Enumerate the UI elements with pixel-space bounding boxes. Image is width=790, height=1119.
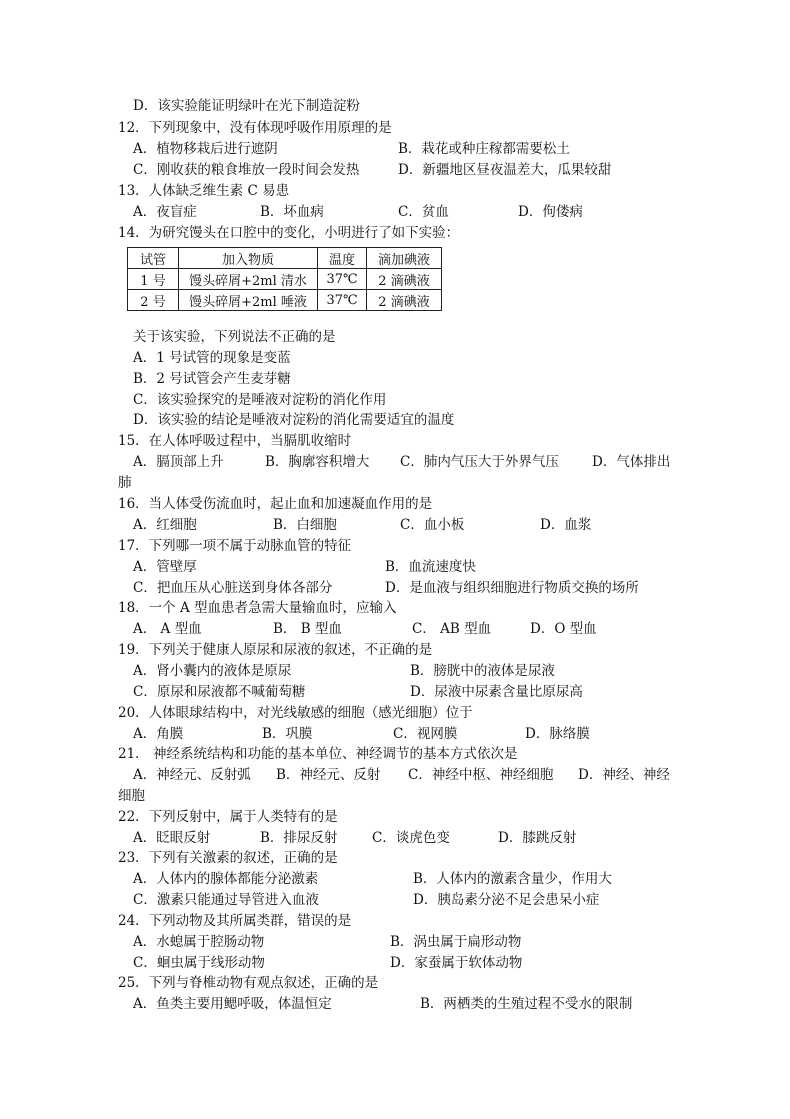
- text-line: C．把血压从心脏送到身体各部分: [133, 580, 333, 596]
- text-line: 关于该实验，下列说法不正确的是: [133, 329, 336, 345]
- table-cell: 37℃: [318, 290, 367, 311]
- text-line: B． B 型血: [273, 621, 342, 637]
- text-line: C．激素只能通过导管进入血液: [133, 892, 319, 908]
- text-line: 13．人体缺乏维生素 C 易患: [118, 183, 290, 199]
- text-line: 14．为研究馒头在口腔中的变化，小明进行了如下实验：: [118, 225, 460, 241]
- table-cell: 2 滴碘液: [367, 290, 442, 311]
- text-line: D．是血液与组织细胞进行物质交换的场所: [385, 580, 639, 596]
- text-line: A．人体内的腺体都能分泌激素: [133, 871, 319, 887]
- text-line: C．原尿和尿液都不喊葡萄糖: [133, 684, 306, 700]
- text-line: 12．下列现象中，没有体现呼吸作用原理的是: [118, 120, 392, 136]
- text-line: B．涡虫属于扁形动物: [390, 934, 522, 950]
- text-line: C．蛔虫属于线形动物: [133, 955, 265, 971]
- text-line: 细胞: [118, 788, 145, 804]
- table-header-cell: 加入物质: [179, 248, 318, 269]
- text-line: 15．在人体呼吸过程中，当膈肌收缩时: [118, 433, 352, 449]
- text-line: 17．下列哪一项不属于动脉血管的特征: [118, 538, 352, 554]
- text-line: C．神经中枢、神经细胞: [408, 767, 554, 783]
- text-line: A．水螅属于腔肠动物: [133, 934, 265, 950]
- text-line: 16．当人体受伤流血时，起止血和加速凝血作用的是: [118, 496, 433, 512]
- text-line: D．血浆: [540, 517, 592, 533]
- text-line: D．家蚕属于软体动物: [390, 955, 523, 971]
- text-line: 24．下列动物及其所属类群，错误的是: [118, 913, 352, 929]
- text-line: C．血小板: [400, 517, 465, 533]
- text-line: A．植物移栽后进行遮阴: [133, 141, 278, 157]
- experiment-table: [127, 247, 442, 311]
- table-row: [128, 290, 442, 311]
- text-line: D．气体排出: [592, 454, 671, 470]
- text-line: B．两栖类的生殖过程不受水的限制: [420, 996, 633, 1012]
- text-line: B．巩膜: [262, 726, 313, 742]
- text-line: A．膈顶部上升: [133, 454, 224, 470]
- text-line: B．白细胞: [273, 517, 337, 533]
- text-line: B．排尿反射: [260, 830, 338, 846]
- table-header-cell: 温度: [318, 248, 367, 269]
- text-line: 22．下列反射中，属于人类特有的是: [118, 809, 338, 825]
- text-line: A．1 号试管的现象是变蓝: [133, 350, 291, 366]
- table-cell: 1 号: [128, 269, 179, 290]
- text-line: C．肺内气压大于外界气压: [400, 454, 559, 470]
- text-line: B．胸廓容积增大: [265, 454, 370, 470]
- text-line: C． AB 型血: [412, 621, 492, 637]
- text-line: D．膝跳反射: [498, 830, 577, 846]
- table-cell: 馒头碎屑+2ml 清水: [179, 269, 318, 290]
- text-line: C．该实验探究的是唾液对淀粉的消化作用: [133, 392, 387, 408]
- text-line: A．眨眼反射: [133, 830, 211, 846]
- text-line: B．2 号试管会产生麦芽糖: [133, 371, 291, 387]
- text-line: A．神经元、反射弧: [133, 767, 251, 783]
- table-header-cell: 滴加碘液: [367, 248, 442, 269]
- text-line: A．红细胞: [133, 517, 197, 533]
- text-line: B．人体内的激素含量少，作用大: [413, 871, 612, 887]
- text-line: B．坏血病: [260, 204, 324, 220]
- text-line: 18．一个 A 型血患者急需大量输血时，应输入: [118, 600, 397, 616]
- text-line: A．鱼类主要用鳃呼吸，体温恒定: [133, 996, 332, 1012]
- text-line: D．O 型血: [530, 621, 597, 637]
- text-line: D．佝偻病: [518, 204, 583, 220]
- text-line: D．该实验的结论是唾液对淀粉的消化需要适宜的温度: [133, 412, 455, 428]
- text-line: C．视网膜: [393, 726, 458, 742]
- text-line: 21． 神经系统结构和功能的基本单位、神经调节的基本方式依次是: [118, 746, 518, 762]
- text-line: C．贫血: [398, 204, 449, 220]
- text-line: C．谈虎色变: [372, 830, 450, 846]
- table-cell: 2 滴碘液: [367, 269, 442, 290]
- text-line: 肺: [118, 475, 132, 491]
- text-line: D．脉络膜: [525, 726, 590, 742]
- table-cell: 馒头碎屑+2ml 唾液: [179, 290, 318, 311]
- text-line: 25．下列与脊椎动物有观点叙述，正确的是: [118, 975, 379, 991]
- text-line: A． A 型血: [133, 621, 202, 637]
- table-cell: 2 号: [128, 290, 179, 311]
- text-line: A．夜盲症: [133, 204, 197, 220]
- text-line: C．刚收获的粮食堆放一段时间会发热: [133, 162, 360, 178]
- table-header-row: [128, 248, 442, 269]
- text-line: 20．人体眼球结构中，对光线敏感的细胞（感光细胞）位于: [118, 705, 473, 721]
- table-header-cell: 试管: [128, 248, 179, 269]
- text-line: D．尿液中尿素含量比原尿高: [410, 684, 583, 700]
- text-line: A．肾小囊内的液体是原尿: [133, 663, 292, 679]
- table-cell: 37℃: [318, 269, 367, 290]
- text-line: D．神经、神经: [578, 767, 670, 783]
- text-line: B．血流速度快: [385, 559, 476, 575]
- text-line: A．管壁厚: [133, 559, 197, 575]
- text-line: D．新疆地区昼夜温差大，瓜果较甜: [398, 162, 612, 178]
- text-line: D．该实验能证明绿叶在光下制造淀粉: [133, 98, 360, 114]
- text-line: A．角膜: [133, 726, 184, 742]
- text-line: B．栽花或种庄稼都需要松土: [398, 141, 570, 157]
- text-line: B．膀胱中的液体是尿液: [410, 663, 555, 679]
- table-row: [128, 269, 442, 290]
- text-line: 19．下列关于健康人原尿和尿液的叙述，不正确的是: [118, 642, 433, 658]
- text-line: B．神经元、反射: [276, 767, 381, 783]
- text-line: 23．下列有关激素的叙述，正确的是: [118, 850, 338, 866]
- text-line: D．胰岛素分泌不足会患呆小症: [413, 892, 600, 908]
